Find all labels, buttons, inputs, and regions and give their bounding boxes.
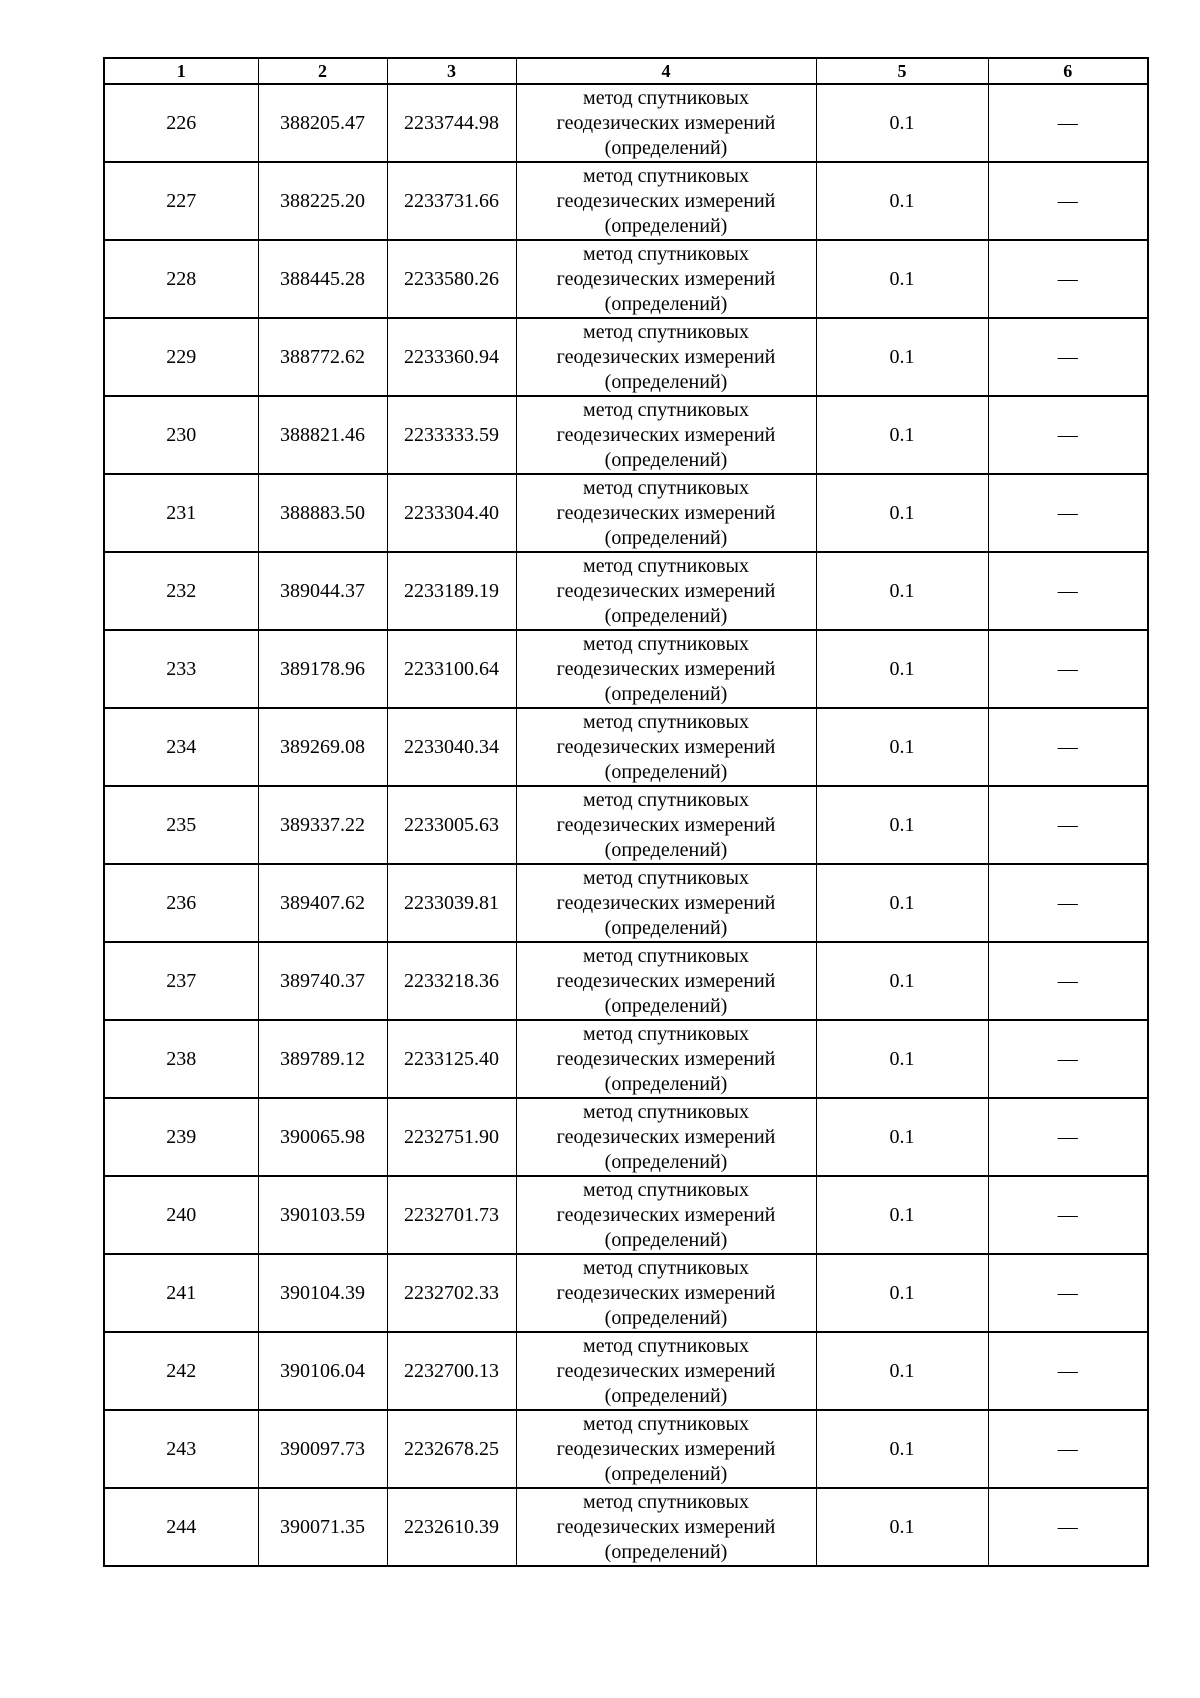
table-row [104,1410,1148,1488]
accuracy-cell: 0.1 [816,708,988,786]
method-text-line: метод спутниковых [583,398,749,421]
column-header-3: 3 [387,58,516,84]
method-text-line: (определений) [604,1540,728,1563]
method-text-line: геодезических измерений [556,579,776,602]
method-text-line: (определений) [604,1150,728,1173]
method-text-line: геодезических измерений [556,1281,776,1304]
x-coordinate-cell: 388821.46 [258,396,387,474]
point-number-cell: 231 [104,474,258,552]
method-text-line: (определений) [604,526,728,549]
x-coordinate-cell: 388445.28 [258,240,387,318]
x-coordinate-cell: 390106.04 [258,1332,387,1410]
accuracy-cell: 0.1 [816,240,988,318]
y-coordinate-cell: 2233125.40 [387,1020,516,1098]
table-row [104,318,1148,396]
accuracy-cell: 0.1 [816,1098,988,1176]
y-coordinate-cell: 2233360.94 [387,318,516,396]
note-cell: — [988,786,1148,864]
table-row [104,1098,1148,1176]
note-cell: — [988,84,1148,162]
note-cell: — [988,1410,1148,1488]
point-number-cell: 235 [104,786,258,864]
y-coordinate-cell: 2233005.63 [387,786,516,864]
method-text-line: геодезических измерений [556,501,776,524]
table-body [104,84,1148,1566]
note-cell: — [988,630,1148,708]
point-number-cell: 233 [104,630,258,708]
y-coordinate-cell: 2233731.66 [387,162,516,240]
table-row [104,552,1148,630]
note-cell: — [988,396,1148,474]
note-cell: — [988,942,1148,1020]
method-text-line: метод спутниковых [583,1490,749,1513]
table-row [104,240,1148,318]
table-row [104,162,1148,240]
point-number-cell: 240 [104,1176,258,1254]
x-coordinate-cell: 390103.59 [258,1176,387,1254]
point-number-cell: 242 [104,1332,258,1410]
y-coordinate-cell: 2233189.19 [387,552,516,630]
accuracy-cell: 0.1 [816,1254,988,1332]
point-number-cell: 226 [104,84,258,162]
accuracy-cell: 0.1 [816,396,988,474]
table-row [104,630,1148,708]
method-text-line: геодезических измерений [556,1515,776,1538]
x-coordinate-cell: 390065.98 [258,1098,387,1176]
method-text-line: геодезических измерений [556,267,776,290]
method-text-line: метод спутниковых [583,866,749,889]
method-cell [516,162,816,240]
method-text-line: геодезических измерений [556,1125,776,1148]
method-text-line: (определений) [604,838,728,861]
y-coordinate-cell: 2232702.33 [387,1254,516,1332]
table-row [104,942,1148,1020]
note-cell: — [988,864,1148,942]
note-cell: — [988,1254,1148,1332]
table-row [104,1332,1148,1410]
method-text-line: (определений) [604,136,728,159]
method-cell [516,240,816,318]
table-header [104,58,1148,84]
column-header-1: 1 [104,58,258,84]
point-number-cell: 236 [104,864,258,942]
method-text-line: геодезических измерений [556,345,776,368]
method-text-line: метод спутниковых [583,1100,749,1123]
accuracy-cell: 0.1 [816,1176,988,1254]
point-number-cell: 229 [104,318,258,396]
method-text-line: метод спутниковых [583,1334,749,1357]
x-coordinate-cell: 388772.62 [258,318,387,396]
point-number-cell: 232 [104,552,258,630]
accuracy-cell: 0.1 [816,786,988,864]
method-text-line: метод спутниковых [583,1022,749,1045]
y-coordinate-cell: 2232678.25 [387,1410,516,1488]
method-cell [516,786,816,864]
y-coordinate-cell: 2233039.81 [387,864,516,942]
accuracy-cell: 0.1 [816,1332,988,1410]
note-cell: — [988,1332,1148,1410]
x-coordinate-cell: 389407.62 [258,864,387,942]
table-row [104,396,1148,474]
method-cell [516,396,816,474]
method-text-line: метод спутниковых [583,86,749,109]
method-cell [516,474,816,552]
note-cell: — [988,708,1148,786]
note-cell: — [988,318,1148,396]
table-row [104,474,1148,552]
method-text-line: метод спутниковых [583,554,749,577]
table-row [104,1488,1148,1566]
method-text-line: метод спутниковых [583,1412,749,1435]
method-text-line: геодезических измерений [556,891,776,914]
coordinates-table [103,57,1149,1567]
x-coordinate-cell: 389740.37 [258,942,387,1020]
accuracy-cell: 0.1 [816,162,988,240]
method-cell [516,1332,816,1410]
method-text-line: (определений) [604,1228,728,1251]
method-cell [516,84,816,162]
table-row [104,1176,1148,1254]
method-cell [516,1098,816,1176]
y-coordinate-cell: 2233040.34 [387,708,516,786]
column-header-2: 2 [258,58,387,84]
method-text-line: (определений) [604,370,728,393]
method-cell [516,708,816,786]
note-cell: — [988,1176,1148,1254]
table-row [104,864,1148,942]
note-cell: — [988,1020,1148,1098]
method-text-line: метод спутниковых [583,710,749,733]
table-row [104,708,1148,786]
table-row [104,786,1148,864]
accuracy-cell: 0.1 [816,1020,988,1098]
point-number-cell: 237 [104,942,258,1020]
note-cell: — [988,162,1148,240]
method-text-line: метод спутниковых [583,476,749,499]
point-number-cell: 243 [104,1410,258,1488]
x-coordinate-cell: 390104.39 [258,1254,387,1332]
method-text-line: (определений) [604,1072,728,1095]
method-cell [516,1488,816,1566]
y-coordinate-cell: 2233580.26 [387,240,516,318]
accuracy-cell: 0.1 [816,942,988,1020]
method-text-line: метод спутниковых [583,1256,749,1279]
method-text-line: геодезических измерений [556,969,776,992]
accuracy-cell: 0.1 [816,630,988,708]
method-text-line: метод спутниковых [583,1178,749,1201]
method-text-line: геодезических измерений [556,423,776,446]
y-coordinate-cell: 2232700.13 [387,1332,516,1410]
note-cell: — [988,240,1148,318]
accuracy-cell: 0.1 [816,552,988,630]
x-coordinate-cell: 389269.08 [258,708,387,786]
point-number-cell: 234 [104,708,258,786]
x-coordinate-cell: 390097.73 [258,1410,387,1488]
method-text-line: (определений) [604,292,728,315]
method-text-line: (определений) [604,682,728,705]
method-text-line: (определений) [604,448,728,471]
accuracy-cell: 0.1 [816,1410,988,1488]
method-cell [516,1254,816,1332]
method-text-line: геодезических измерений [556,1437,776,1460]
method-text-line: метод спутниковых [583,164,749,187]
method-text-line: (определений) [604,214,728,237]
y-coordinate-cell: 2232751.90 [387,1098,516,1176]
y-coordinate-cell: 2233304.40 [387,474,516,552]
method-cell [516,1176,816,1254]
method-text-line: геодезических измерений [556,735,776,758]
method-text-line: геодезических измерений [556,111,776,134]
method-text-line: (определений) [604,1462,728,1485]
column-header-4: 4 [516,58,816,84]
point-number-cell: 244 [104,1488,258,1566]
method-text-line: геодезических измерений [556,657,776,680]
method-cell [516,318,816,396]
method-text-line: геодезических измерений [556,1203,776,1226]
x-coordinate-cell: 388225.20 [258,162,387,240]
method-text-line: (определений) [604,994,728,1017]
method-text-line: метод спутниковых [583,320,749,343]
x-coordinate-cell: 389337.22 [258,786,387,864]
method-text-line: (определений) [604,1384,728,1407]
method-cell [516,1410,816,1488]
method-text-line: (определений) [604,604,728,627]
table-row [104,1020,1148,1098]
method-text-line: метод спутниковых [583,944,749,967]
method-text-line: (определений) [604,916,728,939]
point-number-cell: 238 [104,1020,258,1098]
x-coordinate-cell: 388205.47 [258,84,387,162]
method-cell [516,864,816,942]
accuracy-cell: 0.1 [816,474,988,552]
note-cell: — [988,552,1148,630]
method-cell [516,630,816,708]
x-coordinate-cell: 389044.37 [258,552,387,630]
method-cell [516,942,816,1020]
method-text-line: метод спутниковых [583,788,749,811]
note-cell: — [988,1488,1148,1566]
accuracy-cell: 0.1 [816,864,988,942]
y-coordinate-cell: 2233744.98 [387,84,516,162]
method-text-line: метод спутниковых [583,632,749,655]
method-text-line: геодезических измерений [556,1047,776,1070]
table-row [104,1254,1148,1332]
table-row [104,84,1148,162]
y-coordinate-cell: 2232610.39 [387,1488,516,1566]
method-text-line: (определений) [604,1306,728,1329]
method-text-line: геодезических измерений [556,813,776,836]
method-text-line: (определений) [604,760,728,783]
accuracy-cell: 0.1 [816,1488,988,1566]
method-text-line: геодезических измерений [556,189,776,212]
y-coordinate-cell: 2233218.36 [387,942,516,1020]
method-text-line: метод спутниковых [583,242,749,265]
note-cell: — [988,474,1148,552]
y-coordinate-cell: 2232701.73 [387,1176,516,1254]
accuracy-cell: 0.1 [816,318,988,396]
method-cell [516,552,816,630]
method-cell [516,1020,816,1098]
point-number-cell: 241 [104,1254,258,1332]
y-coordinate-cell: 2233333.59 [387,396,516,474]
header-row [104,58,1148,84]
point-number-cell: 228 [104,240,258,318]
point-number-cell: 239 [104,1098,258,1176]
column-header-6: 6 [988,58,1148,84]
accuracy-cell: 0.1 [816,84,988,162]
point-number-cell: 227 [104,162,258,240]
x-coordinate-cell: 388883.50 [258,474,387,552]
point-number-cell: 230 [104,396,258,474]
x-coordinate-cell: 390071.35 [258,1488,387,1566]
x-coordinate-cell: 389178.96 [258,630,387,708]
method-text-line: геодезических измерений [556,1359,776,1382]
y-coordinate-cell: 2233100.64 [387,630,516,708]
x-coordinate-cell: 389789.12 [258,1020,387,1098]
note-cell: — [988,1098,1148,1176]
column-header-5: 5 [816,58,988,84]
